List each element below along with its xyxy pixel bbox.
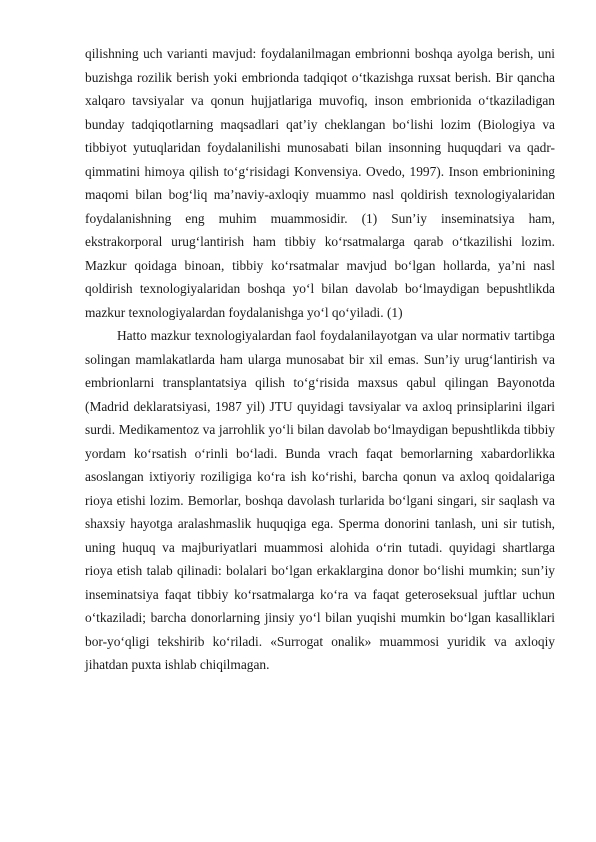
paragraph-continuation: qilishning uch varianti mavjud: foydalanilmagan embrionni boshqa ayolga berish, uni buzishga rozilik berish yoki embrionda tadqiqot o‘tkazishga ruxsat berish. Bir qancha xalqaro tavsiyalar va qonun hujjatlariga muvofiq, inson embrionida o‘tkaziladigan bunday tadqiqotlarning maqsadlari qat’iy cheklangan bo‘lishi lozim (Biologiya va tibbiyot yutuqlaridan foydalanilishi munosabati bilan insonning huquqdari va qadr-qimmatini himoya qilish to‘g‘risidagi Konvensiya. Ovedo, 1997). Inson embrionining maqomi bilan bog‘liq ma’naviy-axloqiy muammo nasl qoldirish texnologiyalaridan foydalanishning eng muhim muammosidir. (1) Sun’iy inseminatsiya ham, ekstrakorporal urug‘lantirish ham tibbiy ko‘rsatmalarga qarab o‘tkazilishi lozim. Mazkur qoidaga binoan, tibbiy ko‘rsatmalar mavjud bo‘lgan hollarda, ya’ni nasl qoldirish texnologiyalaridan boshqa yo‘l bilan davolab bo‘lmaydigan bepushtlikda mazkur texnologiyalardan foydalanishga yo‘l qo‘yiladi. (1) — [85, 46, 555, 320]
paragraph-madrid-declaration: Hatto mazkur texnologiyalardan faol foydalanilayotgan va ular normativ tartibga solingan mamlakatlarda ham ularga munosabat bir xil emas. Sun’iy urug‘lantirish va embrionlarni transplantatsiya qilish to‘g‘risida maxsus qabul qilingan Bayonotda (Madrid deklaratsiyasi, 1987 yil) JTU quyidagi tavsiyalar va axloq prinsiplarini ilgari surdi. Medikamentoz va jarrohlik yo‘li bilan davolab bo‘lmaydigan bepushtlikda tibbiy yordam ko‘rsatish o‘rinli bo‘ladi. Bunda vrach faqat bemorlarning xabardorlikka asoslangan ixtiyoriy roziligiga ko‘ra ish ko‘rishi, barcha qonun va axloq qoidalariga rioya etishi lozim. Bemorlar, boshqa davolash turlarida bo‘lgani singari, sir saqlash va shaxsiy hayotga aralashmaslik huquqiga ega. Sperma donorini tanlash, uni sir tutish, uning huquq va majburiyatlari muammosi alohida o‘rin tutadi. quyidagi shartlarga rioya etish talab qilinadi: bolalari bo‘lgan erkaklargina donor bo‘lishi mumkin; sun’iy inseminatsiya faqat tibbiy ko‘rsatmalarga ko‘ra va faqat geteroseksual juftlar uchun o‘tkaziladi; barcha donorlarning jinsiy yo‘l bilan yuqishi mumkin bo‘lgan kasalliklari bor-yo‘qligi tekshirib ko‘riladi. «Surrogat onalik» muammosi yuridik va axloqiy jihatdan puxta ishlab chiqilmagan. — [85, 328, 555, 672]
body-text — [85, 42, 555, 677]
